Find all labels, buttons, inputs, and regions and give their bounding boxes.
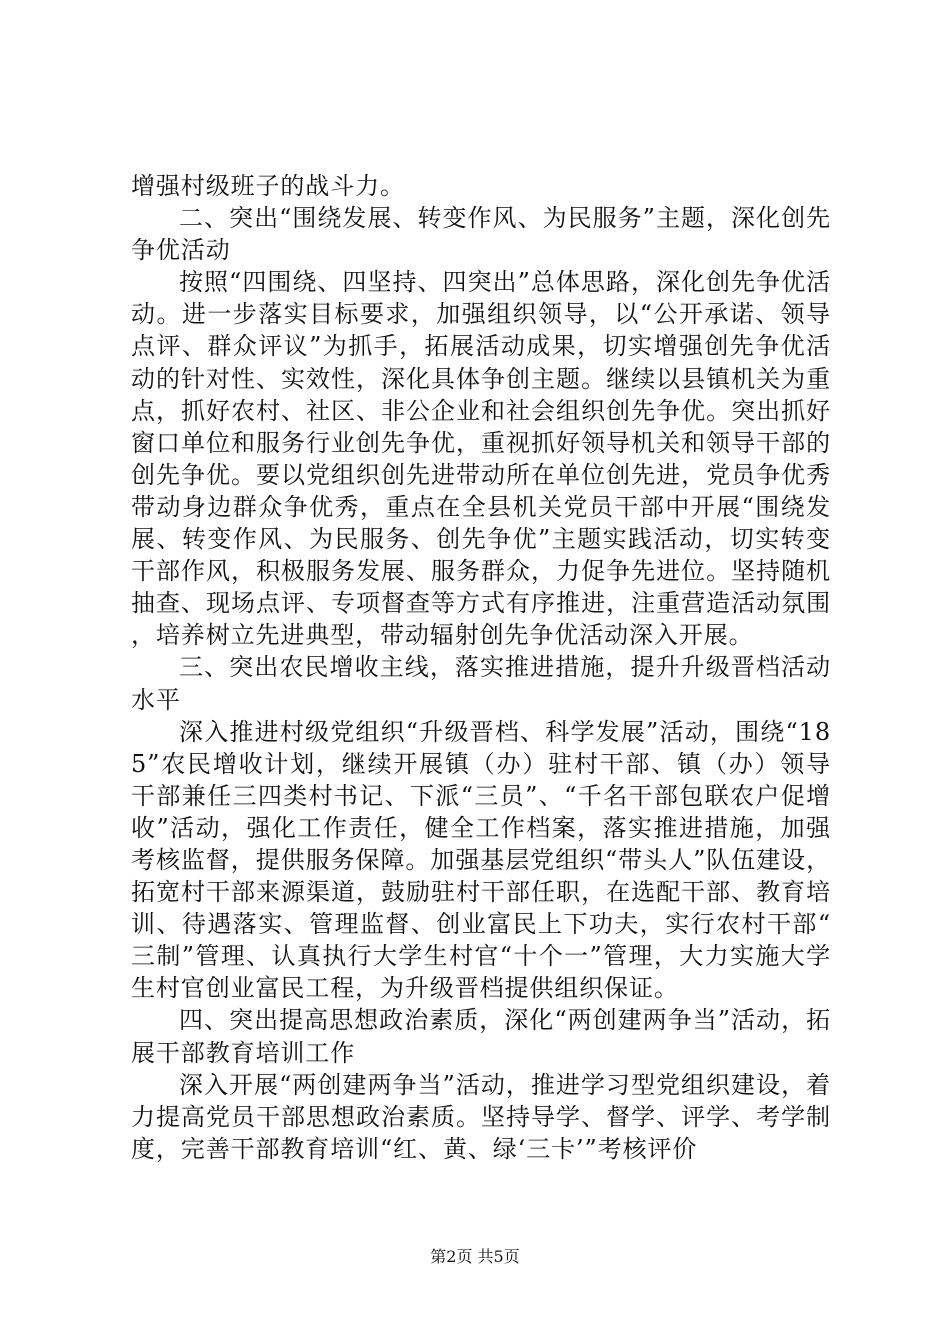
section-heading-4: 四、突出提高思想政治素质，深化“两创建两争当”活动，拓展干部教育培训工作	[131, 1006, 831, 1067]
section-heading-3: 三、突出农民增收主线，落实推进措施，提升升级晋档活动水平	[131, 653, 831, 714]
document-body	[131, 170, 831, 1165]
page-footer: 第2页 共5页	[430, 1247, 520, 1266]
section-heading-2: 二、突出“围绕发展、转变作风、为民服务”主题，深化创先争优活动	[131, 204, 831, 265]
paragraph: 深入推进村级党组织“升级晋档、科学发展”活动，围绕“185”农民增收计划，继续开展镇（办）驻村干部、镇（办）领导干部兼任三四类村书记、下派“三员”、“千名干部包联农户促增收”活动，强化工作责任，健全工作档案，落实推进措施，加强考核监督，提供服务保障。加强基层党组织“带头人”队伍建设，拓宽村干部来源渠道，鼓励驻村干部任职，在选配干部、教育培训、待遇落实、管理监督、创业富民上下功夫，实行农村干部“三制”管理、认真执行大学生村官“十个一”管理，大力实施大学生村官创业富民工程，为升级晋档提供组织保证。	[131, 717, 831, 1003]
paragraph: 深入开展“两创建两争当”活动，推进学习型党组织建设，着力提高党员干部思想政治素质。坚持导学、督学、评学、考学制度，完善干部教育培训“红、黄、绿‘三卡’”考核评价	[131, 1070, 831, 1163]
paragraph: 按照“四围绕、四坚持、四突出”总体思路，深化创先争优活动。进一步落实目标要求，加强组织领导，以“公开承诺、领导点评、群众评议”为抓手，拓展活动成果，切实增强创先争优活动的针对性、实效性，深化具体争创主题。继续以县镇机关为重点，抓好农村、社区、非公企业和社会组织创先争优。突出抓好窗口单位和服务行业创先争优，重视抓好领导机关和领导干部的创先争优。要以党组织创先进带动所在单位创先进，党员争优秀带动身边群众争优秀，重点在全县机关党员干部中开展“围绕发展、转变作风、为民服务、创先争优”主题实践活动，切实转变干部作风，积极服务发展、服务群众，力促争先进位。坚持随机抽查、现场点评、专项督查等方式有序推进，注重营造活动氛围，培养树立先进典型，带动辐射创先争优活动深入开展。	[131, 268, 831, 650]
paragraph-continuation: 增强村级班子的战斗力。	[131, 172, 405, 200]
